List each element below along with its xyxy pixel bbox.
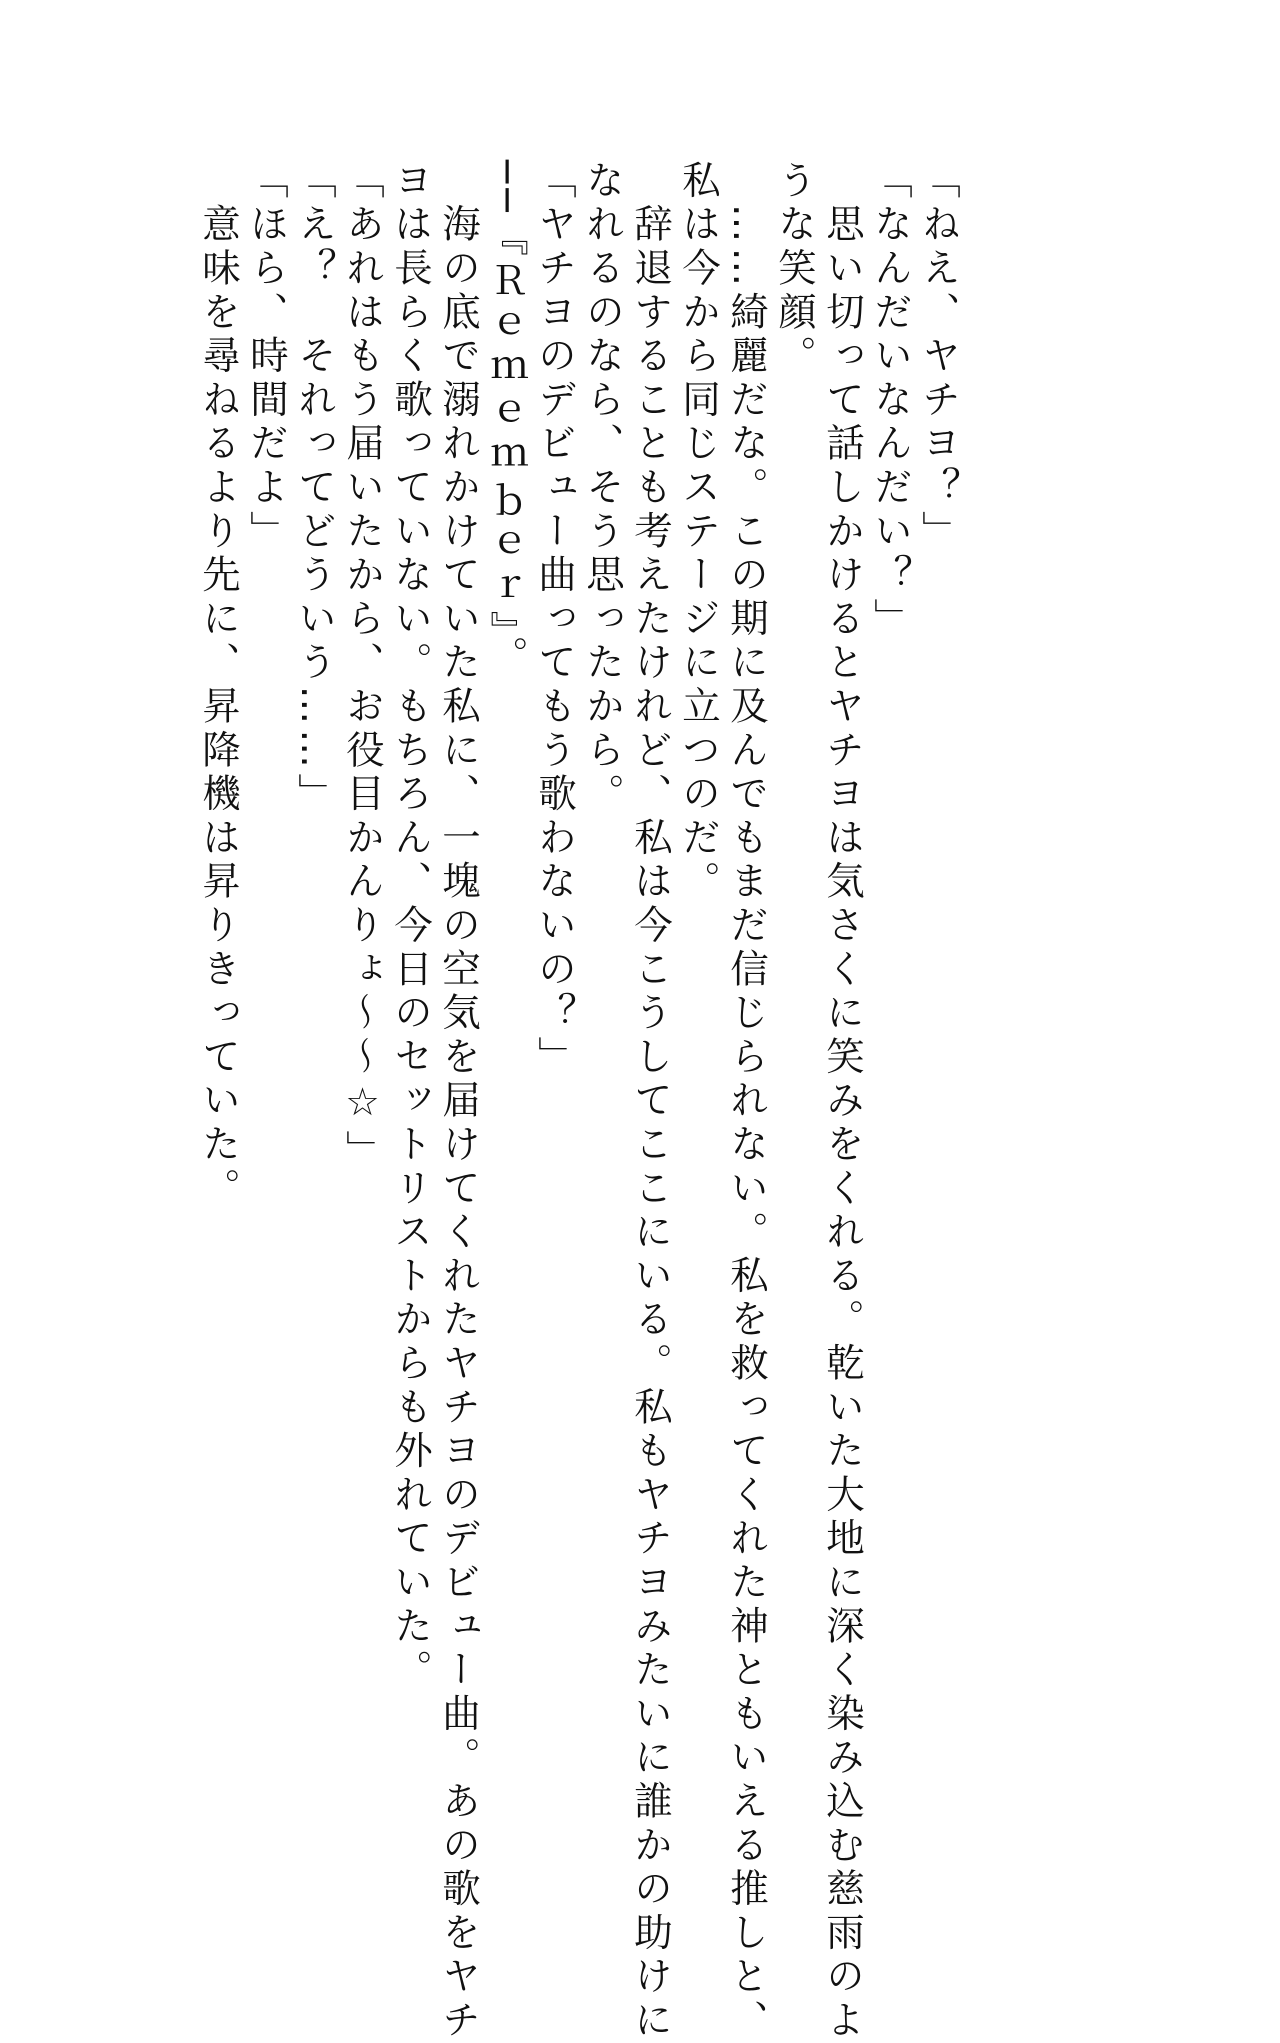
text-line: 思い切って話しかけるとヤチヨは気さくに笑みをくれる。乾いた大地に深く染み込む慈雨のよ [820,160,865,2043]
text-line: うな笑顔。 [772,160,817,379]
text-line: ……綺麗だな。この期に及んでもまだ信じられない。私を救ってくれた神ともいえる推しと、 [724,160,769,2043]
text-line: 海の底で溺れかけていた私に、一塊の空気を届けてくれたヤチヨのデビュー曲。あの歌をヤチ [436,160,481,2043]
text-line: 辞退することも考えたけれど、私は今こうしてここにいる。私もヤチヨみたいに誰かの助けに [628,160,673,2043]
text-line: 「ねえ、ヤチヨ？」 [916,160,961,555]
text-line: なれるのなら、そう思ったから。 [580,160,625,817]
text-line: 私は今から同じステージに立つのだ。 [676,160,721,905]
text-line: 「あれはもう届いたから、お役目かんりょ～～☆」 [340,160,385,1174]
text-line: 「ヤチヨのデビュー曲ってもう歌わないの？」 [532,160,577,1080]
text-line: 「なんだいなんだい？」 [868,160,913,642]
text-line: 意味を尋ねるより先に、昇降機は昇りきっていた。 [196,160,241,1212]
text-line: 「ほら、時間だよ」 [244,160,289,555]
text-line: ──『Ｒｅｍｅｍｂｅｒ』。 [484,160,529,680]
text-line: ヨは長らく歌っていない。もちろん、今日のセットリストからも外れていた。 [388,160,433,1693]
novel-text-body [196,160,962,2043]
text-line: 「え？ それってどういう……」 [292,160,337,817]
